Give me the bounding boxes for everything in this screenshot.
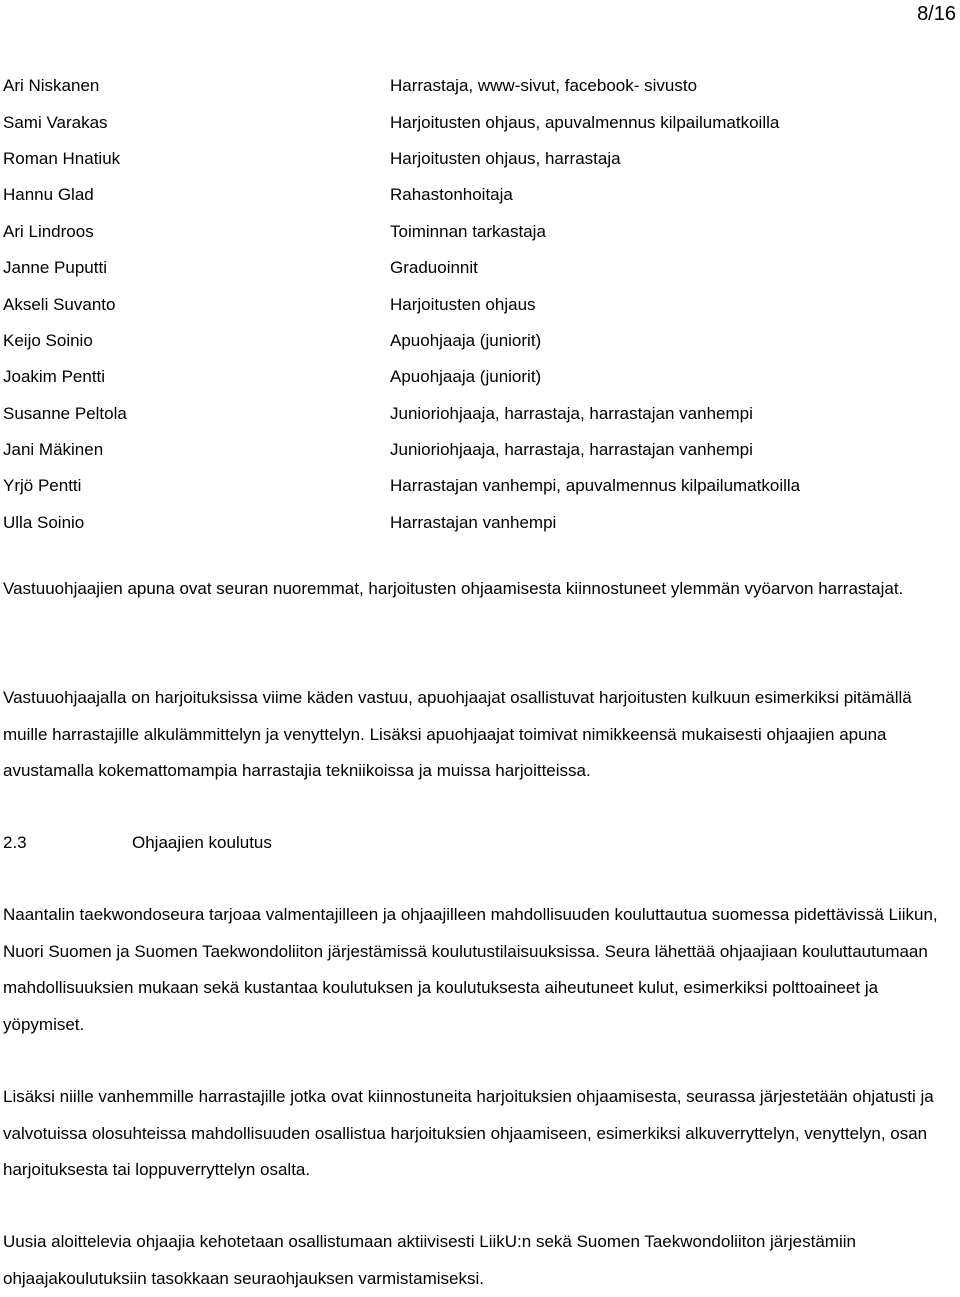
roster-role: Harjoitusten ohjaus, apuvalmennus kilpailumatkoilla <box>390 112 780 132</box>
roster-row <box>3 214 953 250</box>
roster-row <box>3 177 953 213</box>
roster-table <box>3 68 953 541</box>
roster-name: Janne Puputti <box>3 258 107 278</box>
roster-name: Joakim Pentti <box>3 367 106 387</box>
paragraph-responsibility: Vastuuohjaajalla on harjoituksissa viime käden vastuu, apuohjaajat osallistuvat harjoitusten kulkuun esimerkiksi pitämällä muille harrastajille alkulämmittelyn ja venyttelyn. Lisäksi apuohjaajat toimivat nimikkeensä mukaisesti ohjaajien apuna avustamalla kokemattomampia harrastajia tekniikoissa ja muissa harjoitteissa. <box>3 688 912 780</box>
roster-role: Graduoinnit <box>390 258 478 278</box>
roster-row <box>3 468 953 504</box>
page-number: 8/16 <box>917 3 956 25</box>
roster-row <box>3 359 953 395</box>
paragraph-assistant-coaches: Vastuuohjaajien apuna ovat seuran nuoremmat, harjoitusten ohjaamisesta kiinnostuneet ylemmän vyöarvon harrastajat. <box>3 579 904 598</box>
roster-row <box>3 396 953 432</box>
paragraph-training-offer: Naantalin taekwondoseura tarjoaa valmentajilleen ja ohjaajilleen mahdollisuuden kouluttautua suomessa pidettävissä Liikun, Nuori Suomen ja Suomen Taekwondoliiton järjestämissä koulutustilaisuuksissa. Seura lähettää ohjaajiaan kouluttautumaan mahdollisuuksien mukaan sekä kustantaa koulutuksen ja koulutuksesta aiheutuneet kulut, esimerkiksi polttoaineet ja yöpymiset. <box>3 905 938 1034</box>
roster-name: Keijo Soinio <box>3 330 93 350</box>
roster-role: Junioriohjaaja, harrastaja, harrastajan vanhempi <box>390 403 753 423</box>
roster-role: Junioriohjaaja, harrastaja, harrastajan vanhempi <box>390 440 753 460</box>
section-heading <box>3 825 272 861</box>
roster-role: Harrastaja, www-sivut, facebook- sivusto <box>390 76 698 96</box>
roster-name: Sami Varakas <box>3 112 108 132</box>
roster-row <box>3 141 953 177</box>
roster-name: Jani Mäkinen <box>3 440 104 460</box>
roster-role: Apuohjaaja (juniorit) <box>390 330 542 350</box>
roster-role: Harrastajan vanhempi, apuvalmennus kilpailumatkoilla <box>390 476 801 496</box>
section-title: Ohjaajien koulutus <box>132 833 272 852</box>
roster-name: Ulla Soinio <box>3 512 85 532</box>
roster-name: Ari Lindroos <box>3 221 94 241</box>
roster-name: Roman Hnatiuk <box>3 148 121 168</box>
roster-name: Susanne Peltola <box>3 403 127 423</box>
roster-row <box>3 505 953 541</box>
roster-role: Apuohjaaja (juniorit) <box>390 367 542 387</box>
section-number: 2.3 <box>3 833 27 852</box>
roster-row <box>3 104 953 140</box>
roster-role: Harjoitusten ohjaus <box>390 294 536 314</box>
roster-role: Rahastonhoitaja <box>390 185 513 205</box>
roster-role: Toiminnan tarkastaja <box>390 221 546 241</box>
roster-name: Akseli Suvanto <box>3 294 116 314</box>
roster-row <box>3 432 953 468</box>
paragraph-new-coaches: Uusia aloittelevia ohjaajia kehotetaan osallistumaan aktiivisesti LiikU:n sekä Suomen Taekwondoliiton järjestämiin ohjaajakoulutuksiin tasokkaan seuraohjauksen varmistamiseksi. <box>3 1232 856 1288</box>
roster-row <box>3 286 953 322</box>
roster-row <box>3 250 953 286</box>
roster-name: Ari Niskanen <box>3 76 100 96</box>
paragraph-older-practitioners: Lisäksi niille vanhemmille harrastajille jotka ovat kiinnostuneita harjoituksien ohjaamisesta, seurassa järjestetään ohjatusti ja valvotuissa olosuhteissa mahdollisuuden osallistua harjoituksien ohjaamiseen, esimerkiksi alkuverryttelyn, venyttelyn, osan harjoituksesta tai loppuverryttelyn osalta. <box>3 1087 934 1179</box>
roster-name: Yrjö Pentti <box>3 476 82 496</box>
roster-name: Hannu Glad <box>3 185 94 205</box>
roster-role: Harjoitusten ohjaus, harrastaja <box>390 148 621 168</box>
roster-row <box>3 323 953 359</box>
roster-role: Harrastajan vanhempi <box>390 512 557 532</box>
roster-row <box>3 68 953 104</box>
